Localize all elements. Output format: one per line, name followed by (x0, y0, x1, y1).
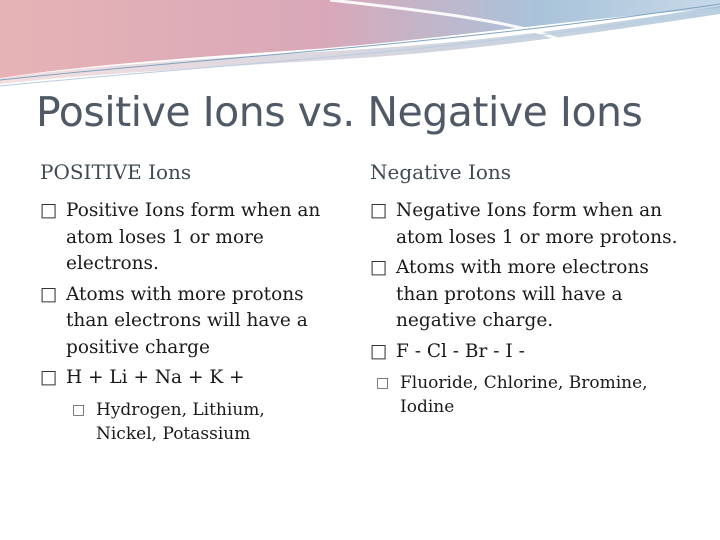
header-banner-decoration (0, 0, 720, 90)
negative-ions-heading: Negative Ions (370, 160, 512, 184)
list-item: □ Positive Ions form when an atom loses 1 or more electrons. (40, 200, 321, 274)
sub-list-item: □ Hydrogen, Lithium, Nickel, Potassium (72, 399, 265, 444)
bullet-box-icon: □ (376, 375, 390, 391)
bullet-box-icon: □ (40, 367, 58, 388)
positive-ions-column (40, 198, 340, 446)
list-item: □ Atoms with more electrons than protons will have a negative charge. (370, 257, 649, 331)
positive-ions-heading: POSITIVE Ions (40, 160, 192, 184)
bullet-box-icon: □ (370, 340, 388, 362)
list-item: □ F - Cl - Br - I - (370, 339, 685, 366)
slide-title: Positive Ions vs. Negative Ions (36, 88, 643, 136)
sub-list-item: □ Fluoride, Chlorine, Bromine, Iodine (376, 373, 648, 417)
negative-ions-column (370, 198, 685, 419)
bullet-box-icon: □ (40, 283, 58, 305)
list-item: □ Atoms with more protons than electrons will have a positive charge (40, 283, 308, 358)
bullet-box-icon: □ (370, 257, 388, 278)
bullet-box-icon: □ (370, 200, 388, 221)
bullet-box-icon: □ (72, 401, 86, 418)
bullet-box-icon: □ (40, 200, 58, 221)
list-item: □ Negative Ions form when an atom loses 1 or more protons. (370, 200, 678, 248)
list-item: □ H + Li + Na + K + (40, 365, 340, 392)
